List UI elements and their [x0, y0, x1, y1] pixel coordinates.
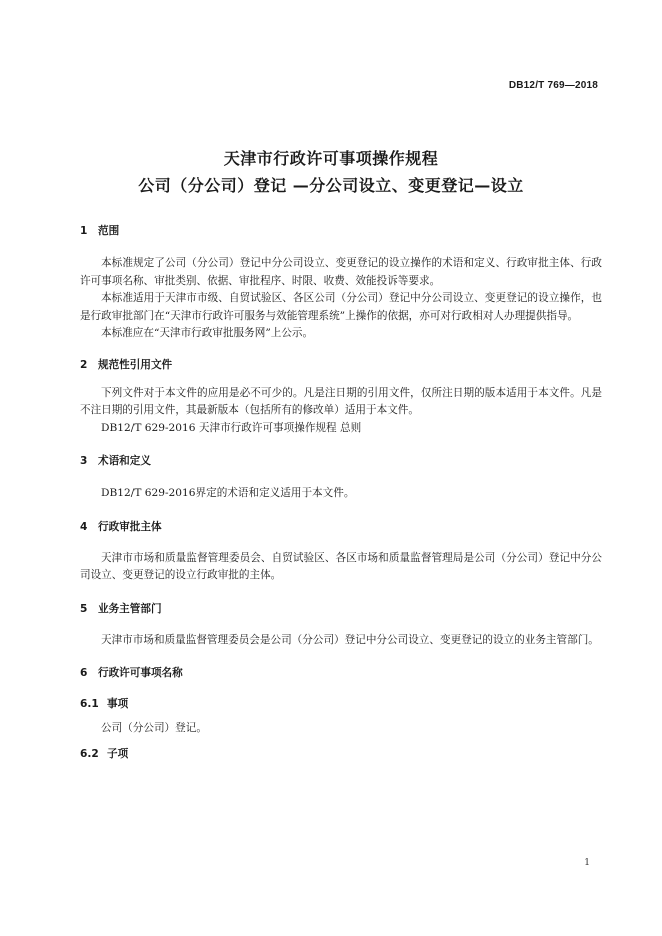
- section-1-paragraph-3: 本标准应在“天津市行政审批服务网”上公示。: [101, 327, 314, 339]
- section-5-heading: [80, 602, 602, 616]
- section-title: 行政许可事项名称: [98, 667, 183, 679]
- section-6-1-heading: [80, 697, 602, 711]
- standard-code: DB12/T 769—2018: [508, 80, 598, 91]
- section-number: 5: [80, 602, 88, 615]
- section-title: 规范性引用文件: [98, 358, 173, 371]
- section-number: 6.2: [80, 747, 99, 760]
- title-line-2: 公司（分公司）登记 —分公司设立、变更登记—设立: [138, 176, 524, 195]
- section-2-heading: [80, 358, 602, 372]
- page-number: 1: [584, 858, 590, 868]
- document-title: [0, 145, 662, 199]
- section-number: 4: [80, 520, 88, 533]
- section-5-paragraph-1: 天津市市场和质量监督管理委员会是公司（分公司）登记中分公司设立、变更登记的设立的业务主管部门。: [101, 633, 599, 646]
- section-6-heading: [80, 666, 602, 680]
- section-2-reference: DB12/T 629-2016 天津市行政许可事项操作规程 总则: [101, 421, 362, 434]
- section-4-paragraph-1: 天津市市场和质量监督管理委员会、自贸试验区、各区市场和质量监督管理局是公司（分公司）登记中分公司设立、变更登记的设立行政审批的主体。: [80, 551, 602, 581]
- section-number: 2: [80, 358, 88, 371]
- section-number: 1: [80, 225, 88, 237]
- section-3-heading: [80, 454, 602, 468]
- section-title: 行政审批主体: [98, 520, 162, 533]
- section-number: 6: [80, 667, 88, 679]
- section-title: 术语和定义: [98, 455, 151, 467]
- section-1-paragraph-1: 本标准规定了公司（分公司）登记中分公司设立、变更登记的设立操作的术语和定义、行政审批主体、行政许可事项名称、审批类别、依据、审批程序、时限、收费、效能投诉等要求。: [80, 257, 602, 287]
- section-1-heading: [80, 224, 602, 238]
- section-number: 3: [80, 455, 88, 467]
- section-title: 事项: [107, 698, 129, 710]
- section-2-paragraph-1: 下列文件对于本文件的应用是必不可少的。凡是注日期的引用文件，仅所注日期的版本适用于本文件。凡是不注日期的引用文件，其最新版本（包括所有的修改单）适用于本文件。: [80, 386, 602, 416]
- section-6-1-paragraph-1: 公司（分公司）登记。: [101, 722, 207, 734]
- section-1-paragraph-2: 本标准适用于天津市市级、自贸试验区、各区公司（分公司）登记中分公司设立、变更登记的设立操作，也是行政审批部门在“天津市行政许可服务与效能管理系统”上操作的依据，亦可对行政相对人办理提供指导。: [80, 292, 602, 322]
- section-6-2-heading: [80, 747, 602, 761]
- title-line-1: 天津市行政许可事项操作规程: [223, 149, 439, 168]
- section-number: 6.1: [80, 698, 99, 710]
- document-body: [80, 224, 602, 761]
- section-title: 业务主管部门: [98, 602, 162, 615]
- section-title: 子项: [107, 747, 129, 760]
- section-4-heading: [80, 520, 602, 534]
- section-3-paragraph-1: DB12/T 629-2016界定的术语和定义适用于本文件。: [101, 487, 355, 499]
- section-title: 范围: [98, 225, 120, 237]
